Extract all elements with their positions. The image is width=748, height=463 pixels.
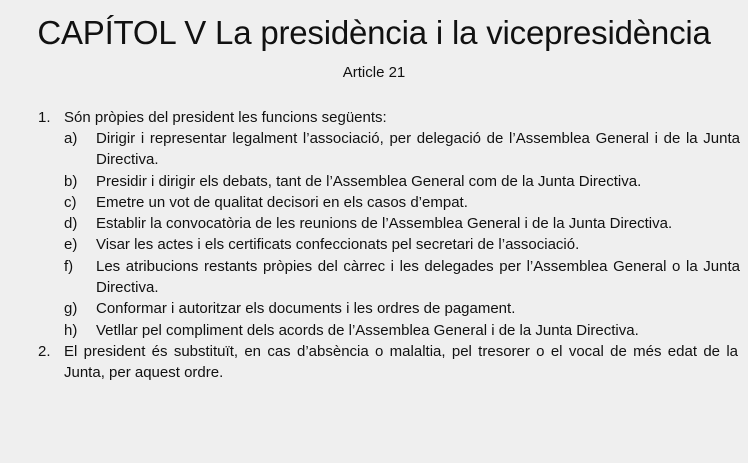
sub-item bbox=[0, 128, 748, 171]
sub-item-letter: c) bbox=[64, 193, 77, 211]
sub-item bbox=[0, 256, 748, 299]
list-item-text: Són pròpies del president les funcions següents: bbox=[64, 109, 387, 126]
list-item-number: 2. bbox=[38, 342, 51, 360]
sub-item-text: Conformar i autoritzar els documents i les ordres de pagament. bbox=[96, 300, 516, 318]
list-item bbox=[0, 341, 748, 383]
sub-item-text: Vetllar pel compliment dels acords de l’Assemblea General i de la Junta Directiva. bbox=[96, 321, 639, 339]
sub-item bbox=[0, 213, 748, 234]
article-label: Article 21 bbox=[342, 64, 406, 81]
sub-item bbox=[0, 298, 748, 319]
sub-item-letter: a) bbox=[64, 130, 78, 147]
sub-item-text: Visar les actes i els certificats confeccionats pel secretari de l’associació. bbox=[96, 236, 580, 254]
sub-item-letter: d) bbox=[64, 215, 78, 233]
sub-item-letter: b) bbox=[64, 172, 78, 190]
article-list bbox=[0, 107, 748, 383]
sub-item-letter: f) bbox=[64, 257, 74, 275]
list-item-text: El president és substituït, en cas d’absència o malaltia, pel tresorer o el vocal de més edat de la Junta, per aquest ordre. bbox=[64, 342, 738, 381]
list-item-number: 1. bbox=[38, 109, 51, 126]
sub-item bbox=[0, 234, 748, 255]
sub-item-letter: e) bbox=[64, 236, 78, 254]
sub-item-text: Presidir i dirigir els debats, tant de l’Assemblea General com de la Junta Directiva. bbox=[96, 172, 642, 190]
sub-item-text: Les atribucions restants pròpies del càrrec i les delegades per l’Assemblea General o la Junta Directiva. bbox=[96, 257, 740, 297]
sub-item-letter: g) bbox=[64, 300, 78, 318]
list-item bbox=[0, 107, 748, 128]
sub-item-letter: h) bbox=[64, 321, 78, 339]
chapter-title: CAPÍTOL V La presidència i la vicepresidència bbox=[37, 14, 711, 51]
sub-item bbox=[0, 171, 748, 192]
sub-item bbox=[0, 320, 748, 341]
sub-item bbox=[0, 192, 748, 213]
sub-item-text: Dirigir i representar legalment l’associació, per delegació de l’Assemblea General i de la Junta Directiva. bbox=[96, 130, 740, 169]
sub-item-text: Establir la convocatòria de les reunions de l’Assemblea General i de la Junta Directiva. bbox=[96, 215, 673, 233]
sub-item-text: Emetre un vot de qualitat decisori en els casos d’empat. bbox=[96, 193, 468, 211]
